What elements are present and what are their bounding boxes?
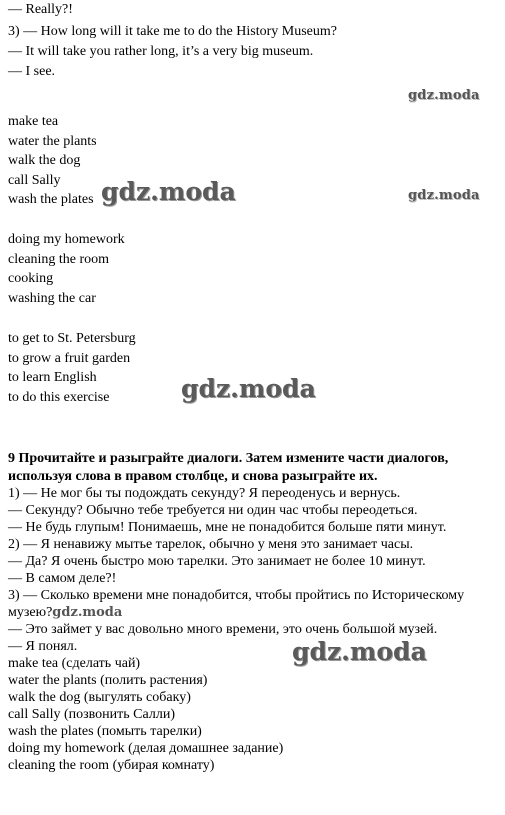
dialog-line: 2) — Я ненавижу мытье тарелок, обычно у меня это занимает часы. [8, 537, 414, 552]
dialog-line: 1) — Не мог бы ты подождать секунду? Я переоденусь и вернусь. [8, 486, 401, 501]
list-item: doing my homework [8, 232, 125, 247]
dialog-line: — It will take you rather long, it’s a very big museum. [8, 44, 314, 59]
list-item: make tea [8, 114, 59, 129]
dialog-line: 3) — Сколько времени мне понадобится, чтобы пройтись по Историческому [8, 588, 465, 603]
dialog-line [8, 605, 122, 621]
dialog-line: — В самом деле?! [8, 571, 117, 586]
translation-line: wash the plates (помыть тарелки) [8, 724, 202, 739]
list-item: to do this exercise [8, 390, 110, 405]
list-item: to get to St. Petersburg [8, 331, 136, 346]
translation-line: call Sally (позвонить Салли) [8, 707, 175, 722]
list-item: washing the car [8, 291, 96, 306]
dialog-line: — I see. [8, 64, 56, 79]
list-item: to learn English [8, 370, 97, 385]
translation-line: make tea (сделать чай) [8, 656, 141, 671]
list-item: to grow a fruit garden [8, 351, 131, 366]
watermark: gdz.moda [408, 188, 480, 203]
dialog-word: музею? [8, 605, 53, 620]
translation-line: doing my homework (делая домашнее задание) [8, 741, 284, 756]
list-item: wash the plates [8, 192, 94, 207]
task-heading: 9 Прочитайте и разыграйте диалоги. Затем измените части диалогов, [8, 451, 449, 466]
list-item: cooking [8, 271, 54, 286]
dialog-line: — Это займет у вас довольно много времени, это очень большой музей. [8, 622, 438, 637]
list-item: water the plants [8, 134, 97, 149]
watermark: gdz.moda [52, 605, 123, 620]
dialog-line: — Really?! [8, 2, 73, 17]
dialog-line: — Да? Я очень быстро мою тарелки. Это занимает не более 10 минут. [8, 554, 426, 569]
list-item: cleaning the room [8, 252, 110, 267]
translation-line: water the plants (полить растения) [8, 673, 208, 688]
watermark: gdz.moda [408, 88, 480, 103]
dialog-line: — Не будь глупым! Понимаешь, мне не понадобится больше пяти минут. [8, 520, 447, 535]
dialog-line: 3) — How long will it take me to do the History Museum? [8, 24, 337, 39]
watermark: gdz.moda [292, 637, 427, 666]
list-item: walk the dog [8, 153, 81, 168]
list-item: call Sally [8, 173, 61, 188]
watermark: gdz.moda [181, 374, 316, 403]
translation-line: cleaning the room (убирая комнату) [8, 758, 215, 773]
watermark: gdz.moda [101, 177, 236, 206]
dialog-line: — Секунду? Обычно тебе требуется ни один час чтобы переодеться. [8, 503, 418, 518]
task-heading: используя слова в правом столбце, и снова разыграйте их. [8, 469, 378, 484]
translation-line: walk the dog (выгулять собаку) [8, 690, 191, 705]
dialog-line: — Я понял. [8, 639, 78, 654]
